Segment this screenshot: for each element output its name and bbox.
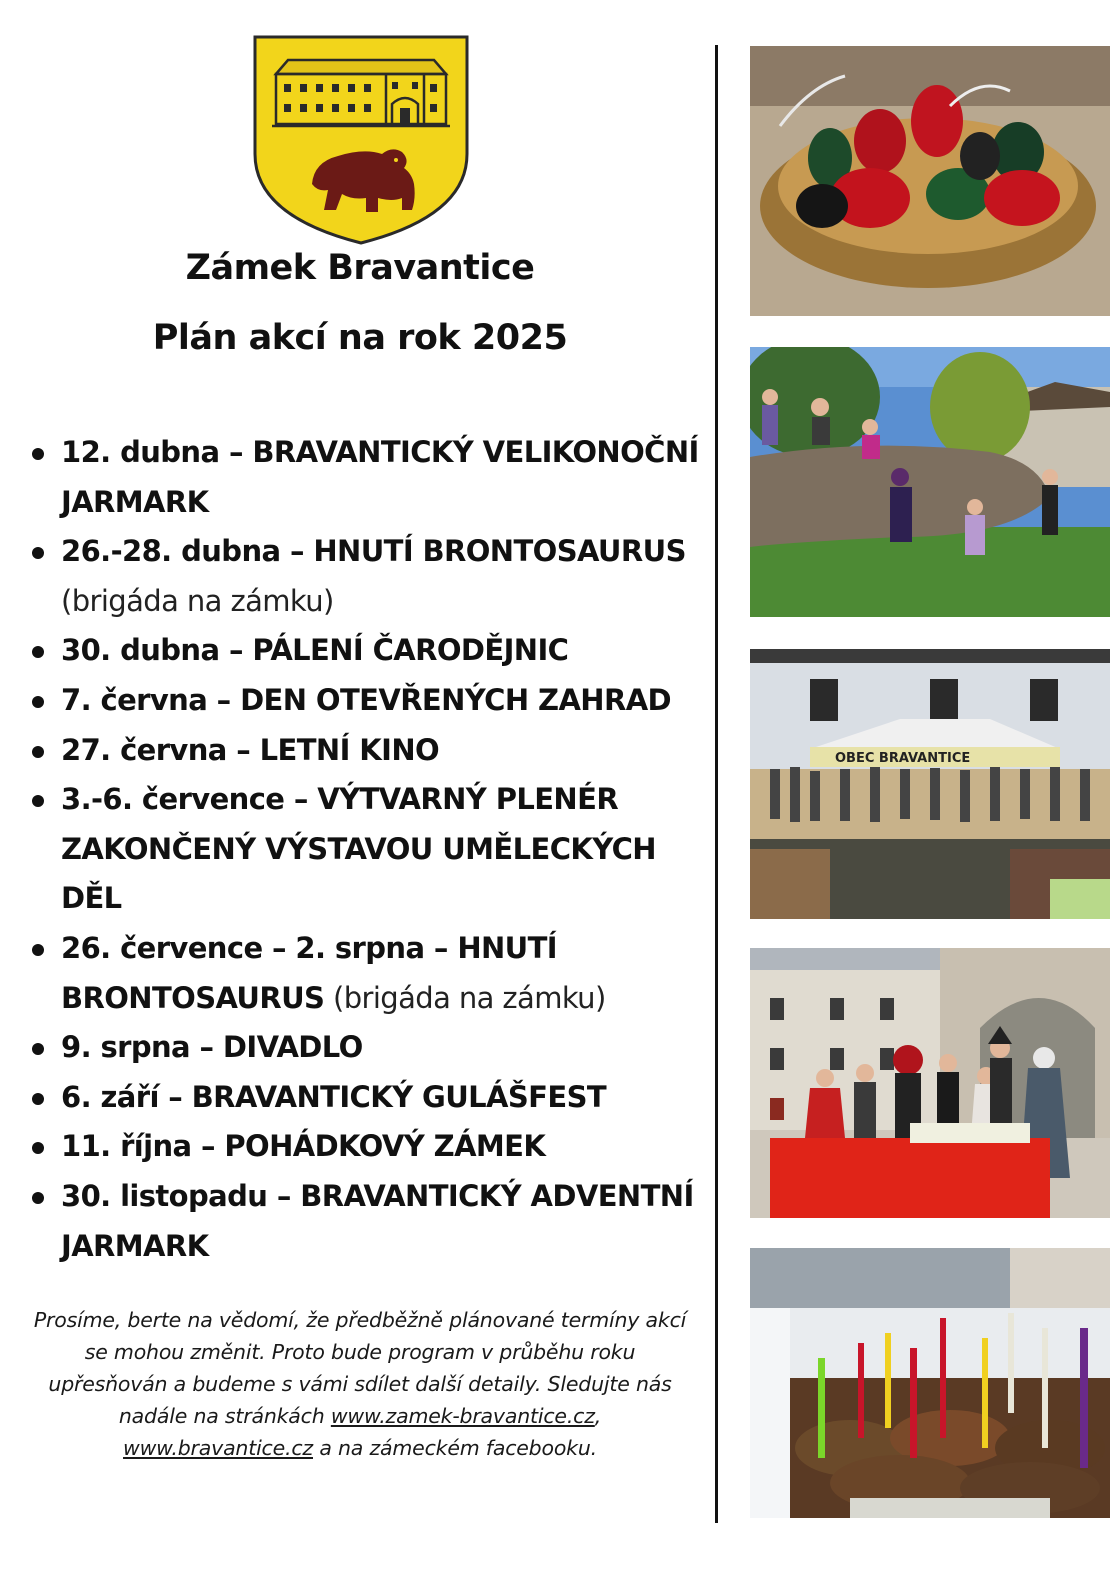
photo-stage-performance: [750, 649, 1110, 919]
bullet-icon: [32, 646, 44, 658]
event-title: 26. července – 2. srpna – HNUTÍ BRONTOSAURUS: [61, 930, 557, 1015]
event-title: 7. června – DEN OTEVŘENÝCH ZAHRAD: [61, 682, 672, 717]
website-link-zamek[interactable]: www.zamek-bravantice.cz: [330, 1404, 595, 1428]
list-item: [30, 775, 718, 924]
coat-of-arms-icon: [252, 34, 470, 246]
bullet-icon: [32, 1093, 44, 1105]
list-item: [30, 428, 718, 527]
list-item: [30, 1023, 718, 1073]
photo-fairytale-castle: [750, 948, 1110, 1218]
event-title: 11. října – POHÁDKOVÝ ZÁMEK: [61, 1129, 546, 1164]
page-subtitle: Plán akcí na rok 2025: [152, 318, 568, 358]
event-title: 3.-6. července – VÝTVARNÝ PLENÉR ZAKONČENÝ VÝSTAVOU UMĚLECKÝCH DĚL: [61, 782, 656, 916]
event-title: 30. listopadu – BRAVANTICKÝ ADVENTNÍ JARMARK: [61, 1178, 694, 1263]
list-item: [30, 924, 718, 1023]
photo-advent-wreaths: [750, 1248, 1110, 1518]
bullet-icon: [32, 1043, 44, 1055]
note-separator: ,: [594, 1404, 602, 1428]
disclaimer-note: [30, 1304, 690, 1464]
list-item: [30, 1073, 718, 1123]
photo-children-tree: [750, 347, 1110, 617]
event-title: 6. září – BRAVANTICKÝ GULÁŠFEST: [61, 1079, 607, 1114]
event-note: (brigáda na zámku): [61, 583, 334, 618]
list-item: [30, 527, 718, 626]
list-item: [30, 626, 718, 676]
event-title: 12. dubna – BRAVANTICKÝ VELIKONOČNÍ JARMARK: [61, 435, 699, 519]
event-title: 27. června – LETNÍ KINO: [61, 732, 440, 767]
event-title: 26.-28. dubna – HNUTÍ BRONTOSAURUS: [61, 534, 686, 569]
bullet-icon: [32, 696, 44, 708]
vertical-divider: [715, 45, 718, 1523]
photo-easter-eggs: [750, 46, 1110, 316]
bullet-icon: [32, 944, 44, 956]
event-list: [30, 428, 718, 1271]
banner-text: OBEC BRAVANTICE: [835, 751, 971, 766]
list-item: [30, 1122, 718, 1172]
event-note: (brigáda na zámku): [332, 980, 606, 1015]
list-item: [30, 726, 718, 776]
bullet-icon: [32, 795, 44, 807]
event-title: 9. srpna – DIVADLO: [61, 1030, 363, 1065]
bullet-icon: [32, 1142, 44, 1154]
list-item: [30, 1172, 718, 1271]
website-link-obec[interactable]: www.bravantice.cz: [123, 1436, 313, 1460]
bullet-icon: [32, 547, 44, 559]
note-text-end: a na zámeckém facebooku.: [313, 1436, 597, 1460]
page-title: Zámek Bravantice: [185, 248, 535, 288]
note-text: Prosíme, berte na vědomí, že předběžně plánované termíny akcí se mohou změnit. Proto bude program v průběhu roku upřesňován a budeme s vámi sdílet další detaily. Sledujte nás nadále na stránkách: [33, 1308, 687, 1428]
bullet-icon: [32, 448, 44, 460]
bullet-icon: [32, 746, 44, 758]
bullet-icon: [32, 1192, 44, 1204]
event-title: 30. dubna – PÁLENÍ ČARODĚJNIC: [61, 633, 569, 668]
list-item: [30, 676, 718, 726]
